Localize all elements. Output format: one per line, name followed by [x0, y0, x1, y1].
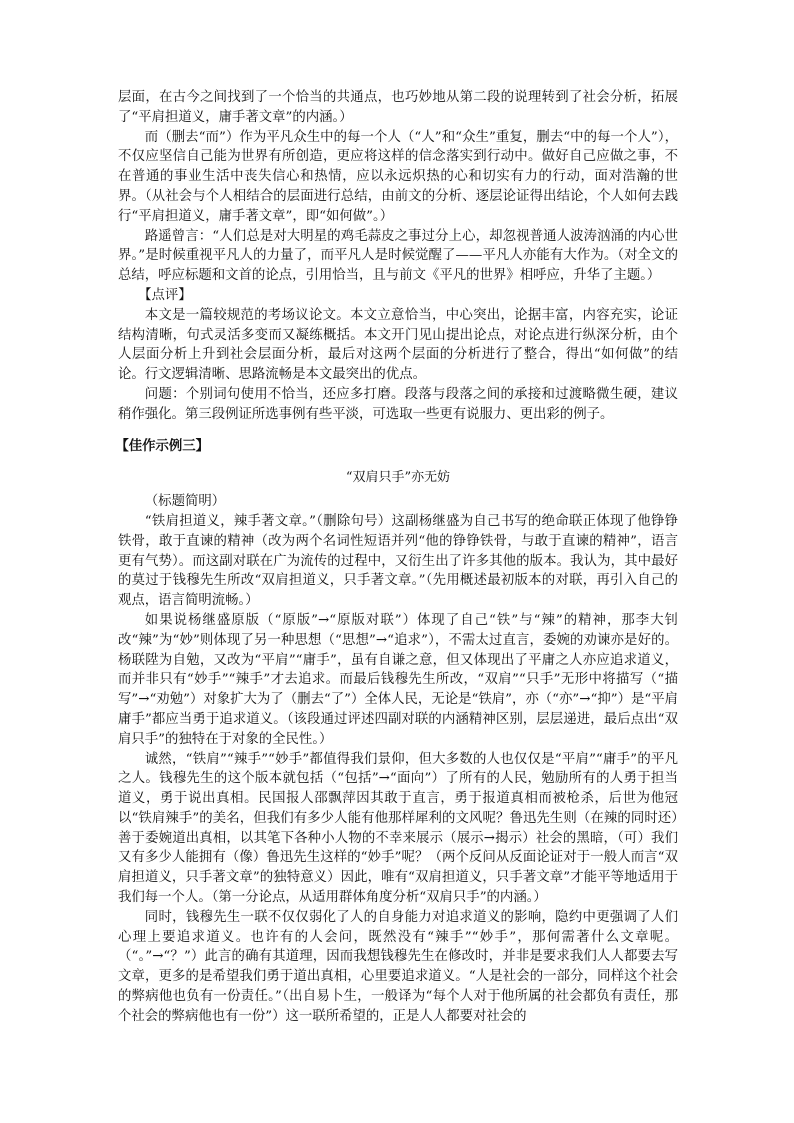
- example-heading: 【佳作示例三】: [115, 437, 210, 454]
- paragraph-individual-action: 而（删去“而”）作为平凡众生中的每一个人（“人”和“众生”重复，删去“中的每一个人”），不仅应坚信自己能为世界有所创造，更应将这样的信念落实到行动中。做好自己应做之事，不在普通的事业生活中丧失信心和热情，应以永远炽热的心和切实有力的行动，面对浩瀚的世界。（从社会与个人相结合的层面进行总结，由前文的分析、逐层论证得出结论，个人如何去践行“平肩担道义，庸手著文章”，即“如何做”。）: [118, 129, 678, 224]
- paragraph-conclusion-quote: 路遥曾言：“人们总是对大明星的鸡毛蒜皮之事过分上心，却忽视普通人波涛汹涌的内心世界。”是时候重视平凡人的力量了，而平凡人是时候觉醒了——平凡人亦能有大作为。（对全文的总结，呼应标题和文首的论点，引用恰当，且与前文《平凡的世界》相呼应，升华了主题。）: [118, 228, 678, 284]
- essay-paragraph-2: 如果说杨继盛原版（“原版”→“原版对联”）体现了自己“铁”与“辣”的精神，那李大钊改“辣”为“妙”则体现了另一种思想（“思想”→“追求”），不需太过直言，委婉的劝谏亦是好的。杨联陞为自勉，又改为“平肩”“庸手”，虽有自谦之意，但又体现出了平庸之人亦应追求道义，而并非只有“妙手”“辣手”才去追求。而最后钱穆先生所改，“双肩”“只手”无形中将描写（“描写”→“劝勉”）对象扩大为了（删去“了”）全体人民，无论是“铁肩”，亦（“亦”→“抑”）是“平肩庸手”都应当勇于追求道义。（该段通过评述四副对联的内涵精神区别，层层递进，最后点出“双肩只手”的独特在于对象的全民性。）: [118, 612, 678, 747]
- document-page: [115, 88, 678, 1027]
- comment-problems: 问题：个别词句使用不恰当，还应多打磨。段落与段落之间的承接和过渡略微生硬，建议稍作强化。第三段例证所选事例有些平淡，可选取一些更有说服力、更出彩的例子。: [118, 386, 678, 422]
- essay-title: “双肩只手”亦无妨: [345, 470, 451, 486]
- essay-paragraph-3: 诚然，“铁肩”“辣手”“妙手”都值得我们景仰，但大多数的人也仅仅是“平肩”“庸手”的平凡之人。钱穆先生的这个版本就包括（“包括”→“面向”）了所有的人民，勉励所有的人勇于担当道义，勇于说出真相。民国报人邵飘萍因其敢于直言，勇于报道真相而被枪杀，后世为他冠以“铁肩辣手”的美名，但我们有多少人能有他那样犀利的文风呢？鲁迅先生则（在辣的同时还）善于委婉道出真相，以其笔下各种小人物的不幸来展示（展示→揭示）社会的黑暗，（可）我们又有多少人能拥有（像）鲁迅先生这样的“妙手”呢？（两个反问从反面论证对于一般人而言“双肩担道义，只手著文章”的独特意义）因此，唯有“双肩担道义，只手著文章”才能平等地适用于我们每一个人。（第一分论点，从适用群体角度分析“双肩只手”的内涵。）: [118, 751, 678, 906]
- paragraph-continuation: 层面，在古今之间找到了一个恰当的共通点，也巧妙地从第二段的说理转到了社会分析，拓展了“平肩担道义，庸手著文章”的内涵。）: [118, 90, 678, 125]
- essay-paragraph-1: “铁肩担道义，辣手著文章。”（删除句号）这副杨继盛为自己书写的绝命联正体现了他铮铮铁骨，敢于直谏的精神（改为两个名词性短语并列“他的铮铮铁骨，与敢于直谏的精神”，语言更有气势）。而这副对联在广为流传的过程中，又衍生出了许多其他的版本。我认为，其中最好的莫过于钱穆先生所改“双肩担道义，只手著文章。”（先用概述最初版本的对联，再引入自己的观点，语言简明流畅。）: [118, 513, 678, 609]
- comment-body: 本文是一篇较规范的考场议论文。本文立意恰当，中心突出，论据丰富，内容充实，论证结构清晰，句式灵活多变而又凝练概括。本文开门见山提出论点，对论点进行纵深分析，由个人层面分析上升到社会层面分析，最后对这两个层面的分析进行了整合，得出“如何做”的结论。行文逻辑清晰、思路流畅是本文最突出的优点。: [118, 307, 678, 383]
- title-annotation: （标题简明）: [144, 494, 226, 510]
- essay-paragraph-4: 同时，钱穆先生一联不仅仅弱化了人的自身能力对追求道义的影响，隐约中更强调了人们心理上要追求道义。也许有的人会问，既然没有“辣手”“妙手”，那何需著什么文章呢。（“。”→“？”）此言的确有其道理，因而我想钱穆先生在修改时，并非是要求我们人人都要去写文章，更多的是希望我们勇于道出真相，心里要追求道义。“人是社会的一部分，同样这个社会的弊病他也负有一份责任。”（出自易卜生，一般译为“每个人对于他所属的社会都负有责任，那个社会的弊病他也有一份”）这一联所希望的，正是人人都要对社会的: [118, 909, 678, 1024]
- comment-heading: 【点评】: [138, 287, 192, 303]
